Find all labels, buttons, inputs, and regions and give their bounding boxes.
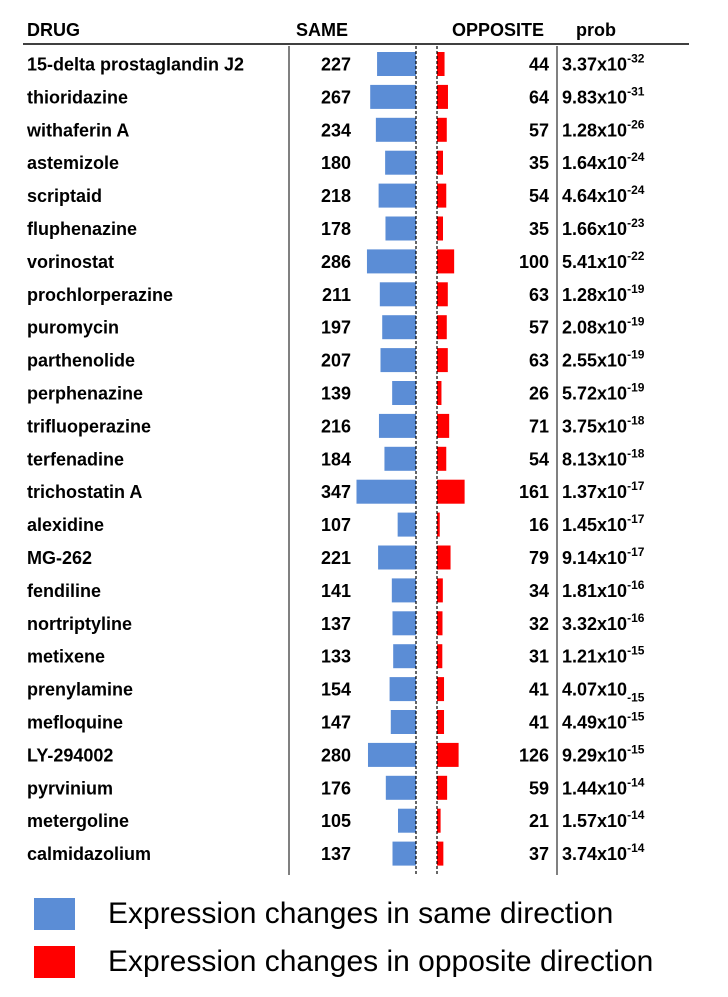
prob-label: $8.13x10^{-18}$ [562, 446, 645, 470]
same-value-label: 280 [320, 745, 351, 766]
bar-same [386, 776, 416, 800]
prob-exponent: -24 [627, 150, 645, 165]
bar-same [367, 249, 416, 273]
prob-label: $1.28x10^{-19}$ [562, 281, 645, 305]
opposite-value-label: 161 [518, 482, 549, 503]
drug-label: 15-delta prostaglandin J2 [27, 54, 245, 75]
bar-same [398, 513, 416, 537]
prob-exponent: -23 [627, 216, 645, 230]
prob-exponent: -15 [627, 709, 645, 724]
same-value-label: 141 [320, 580, 351, 601]
prob-exponent: -16 [627, 577, 645, 592]
drug-label: trichostatin A [27, 482, 143, 503]
bar-opposite [437, 282, 448, 306]
prob-label: $1.37x10^{-17}$ [562, 479, 645, 503]
prob-label: $9.83x10^{-31}$ [562, 84, 645, 108]
bar-opposite [437, 217, 443, 241]
prob-label: $3.32x10^{-16}$ [562, 610, 645, 634]
bar-opposite [437, 348, 448, 372]
drug-label: pyrvinium [27, 778, 114, 799]
prob-exponent: -18 [627, 413, 645, 428]
legend-label-same: Expression changes in same direction [108, 897, 614, 930]
same-value-label: 207 [320, 350, 351, 371]
drug-label: scriptaid [27, 186, 103, 207]
prob-label: $1.57x10^{-14}$ [562, 808, 645, 832]
prob-label: $1.44x10^{-14}$ [562, 775, 645, 799]
prob-exponent: -15 [627, 742, 645, 757]
same-value-label: 227 [320, 54, 351, 75]
same-value-label: 147 [320, 712, 351, 733]
legend-swatch-opposite [34, 946, 75, 978]
bar-same [370, 85, 416, 109]
opposite-value-label: 41 [528, 712, 549, 733]
prob-exponent: -16 [627, 610, 645, 625]
same-value-label: 267 [320, 87, 351, 108]
drug-label: perphenazine [27, 383, 144, 404]
same-value-label: 184 [320, 449, 351, 470]
header-same: SAME [295, 20, 349, 40]
prob-exponent: -19 [627, 314, 645, 329]
bar-same [376, 118, 416, 142]
bar-opposite [437, 644, 442, 668]
prob-exponent: -22 [627, 248, 645, 263]
bar-opposite [437, 578, 443, 602]
prob-exponent: -32 [627, 51, 645, 66]
opposite-value-label: 26 [528, 383, 549, 404]
same-value-label: 347 [320, 482, 351, 503]
prob-exponent: -31 [627, 84, 645, 99]
opposite-value-label: 79 [528, 548, 549, 568]
bar-same [380, 348, 416, 372]
opposite-value-label: 44 [528, 54, 549, 75]
opposite-value-label: 41 [528, 679, 549, 700]
prob-exponent: -18 [627, 446, 645, 461]
prob-label: $1.45x10^{-17}$ [562, 512, 645, 536]
same-value-label: 154 [320, 679, 351, 700]
same-value-label: 137 [320, 844, 351, 865]
drug-label: withaferin A [27, 120, 130, 141]
opposite-value-label: 63 [528, 350, 549, 371]
prob-label: $4.07x10_{-15}$ [562, 679, 645, 705]
drug-label: prochlorperazine [27, 284, 174, 305]
prob-label: $9.14x10^{-17}$ [562, 545, 645, 568]
bar-opposite [437, 480, 465, 504]
header-drug: DRUG [27, 20, 80, 40]
opposite-value-label: 35 [528, 153, 549, 174]
same-value-label: 218 [320, 186, 351, 207]
bar-opposite [437, 315, 447, 339]
opposite-value-label: 100 [518, 251, 549, 272]
drug-label: vorinostat [27, 251, 115, 272]
bar-opposite [437, 414, 449, 438]
prob-exponent: -17 [627, 545, 645, 559]
prob-label: $1.81x10^{-16}$ [562, 577, 645, 601]
prob-exponent: -24 [627, 183, 645, 198]
bar-opposite [437, 842, 443, 866]
bar-same [382, 315, 416, 339]
prob-exponent: -17 [627, 479, 645, 494]
drug-label: astemizole [27, 153, 120, 174]
prob-label: $5.72x10^{-19}$ [562, 380, 645, 404]
bar-same [385, 151, 416, 175]
bar-same [356, 480, 416, 504]
prob-exponent: -26 [627, 117, 645, 132]
bar-opposite [437, 677, 444, 701]
bar-same [398, 809, 416, 833]
prob-exponent: -14 [627, 808, 645, 823]
prob-label: $1.28x10^{-26}$ [562, 117, 645, 141]
prob-label: $2.55x10^{-19}$ [562, 347, 645, 371]
bar-opposite [437, 151, 443, 175]
opposite-value-label: 54 [528, 186, 549, 207]
same-value-label: 286 [320, 251, 351, 272]
bar-opposite [437, 546, 451, 570]
bar-opposite [437, 447, 446, 471]
same-value-label: 176 [320, 778, 351, 799]
opposite-value-label: 54 [528, 449, 549, 470]
drug-label: fendiline [27, 580, 102, 601]
drug-label: trifluoperazine [27, 416, 152, 437]
same-value-label: 234 [320, 120, 351, 141]
prob-exponent: -14 [627, 775, 645, 790]
drug-label: LY-294002 [27, 745, 114, 766]
prob-label: $3.37x10^{-32}$ [562, 51, 645, 75]
bar-same [379, 184, 416, 208]
same-value-label: 107 [320, 515, 351, 536]
opposite-value-label: 57 [528, 120, 549, 141]
drug-label: parthenolide [27, 350, 136, 371]
bar-same [379, 414, 416, 438]
prob-label: $5.41x10^{-22}$ [562, 248, 645, 272]
bar-same [393, 644, 416, 668]
prob-exponent: -19 [627, 380, 645, 395]
prob-exponent: -17 [627, 512, 645, 527]
prob-label: $9.29x10^{-15}$ [562, 742, 645, 766]
drug-label: metixene [27, 646, 106, 667]
opposite-value-label: 64 [528, 87, 549, 108]
prob-label: $3.74x10^{-14}$ [562, 841, 645, 865]
opposite-value-label: 57 [528, 317, 549, 338]
opposite-value-label: 37 [528, 844, 549, 865]
opposite-value-label: 59 [528, 778, 549, 799]
bar-same [392, 578, 416, 602]
opposite-value-label: 34 [528, 580, 549, 601]
opposite-value-label: 16 [528, 515, 549, 536]
drug-label: alexidine [27, 515, 105, 536]
same-value-label: 180 [320, 153, 351, 174]
prob-label: $1.21x10^{-15}$ [562, 643, 645, 667]
bar-same [392, 381, 416, 405]
bar-same [380, 282, 416, 306]
prob-exponent: -15 [627, 643, 645, 658]
bar-opposite [437, 184, 446, 208]
same-value-label: 211 [321, 284, 351, 305]
prob-label: $1.66x10^{-23}$ [562, 216, 645, 239]
same-value-label: 216 [320, 416, 351, 437]
drug-label: puromycin [27, 317, 120, 338]
bar-same [368, 743, 416, 767]
prob-exponent: -15 [627, 690, 645, 705]
drug-label: thioridazine [27, 87, 129, 108]
bar-same [385, 217, 416, 241]
bar-opposite [437, 118, 447, 142]
opposite-value-label: 35 [528, 219, 549, 239]
bar-opposite [437, 85, 448, 109]
bar-same [393, 842, 416, 866]
bar-opposite [437, 381, 441, 405]
prob-label: $3.75x10^{-18}$ [562, 413, 645, 437]
bar-same [378, 546, 416, 570]
drug-label: nortriptyline [27, 613, 133, 634]
opposite-value-label: 21 [528, 811, 549, 832]
prob-label: $2.08x10^{-19}$ [562, 314, 645, 338]
bar-opposite [437, 743, 459, 767]
opposite-value-label: 32 [528, 613, 549, 634]
drug-label: fluphenazine [27, 219, 138, 239]
drug-label: MG-262 [27, 548, 93, 568]
drug-label: metergoline [27, 811, 130, 832]
bar-opposite [437, 52, 445, 76]
same-value-label: 139 [320, 383, 351, 404]
prob-exponent: -19 [627, 281, 645, 296]
prob-exponent: -14 [627, 841, 645, 856]
bar-opposite [437, 776, 447, 800]
same-value-label: 178 [320, 219, 351, 239]
legend-label-opposite: Expression changes in opposite direction [108, 945, 654, 978]
prob-label: $4.64x10^{-24}$ [562, 183, 645, 207]
bar-same [393, 611, 416, 635]
same-value-label: 137 [320, 613, 351, 634]
opposite-value-label: 31 [528, 646, 549, 667]
same-value-label: 197 [320, 317, 351, 338]
same-value-label: 221 [320, 548, 351, 568]
same-value-label: 105 [320, 811, 351, 832]
drug-label: calmidazolium [27, 844, 152, 865]
bar-same [390, 677, 416, 701]
drug-label: mefloquine [27, 712, 124, 733]
bar-opposite [437, 249, 454, 273]
prob-exponent: -19 [627, 347, 645, 362]
header-opposite: OPPOSITE [451, 20, 545, 40]
drug-label: prenylamine [27, 679, 134, 700]
prob-label: $4.49x10^{-15}$ [562, 709, 645, 733]
legend-swatch-same [34, 898, 75, 930]
bar-opposite [437, 611, 442, 635]
opposite-value-label: 71 [528, 416, 549, 437]
drug-label: terfenadine [27, 449, 125, 470]
opposite-value-label: 126 [518, 745, 549, 766]
bar-opposite [437, 710, 444, 734]
header-prob: prob [576, 20, 616, 40]
bar-same [384, 447, 416, 471]
opposite-value-label: 63 [528, 284, 549, 305]
same-value-label: 133 [320, 646, 351, 667]
prob-label: $1.64x10^{-24}$ [562, 150, 645, 174]
bar-same [377, 52, 416, 76]
bar-same [391, 710, 416, 734]
